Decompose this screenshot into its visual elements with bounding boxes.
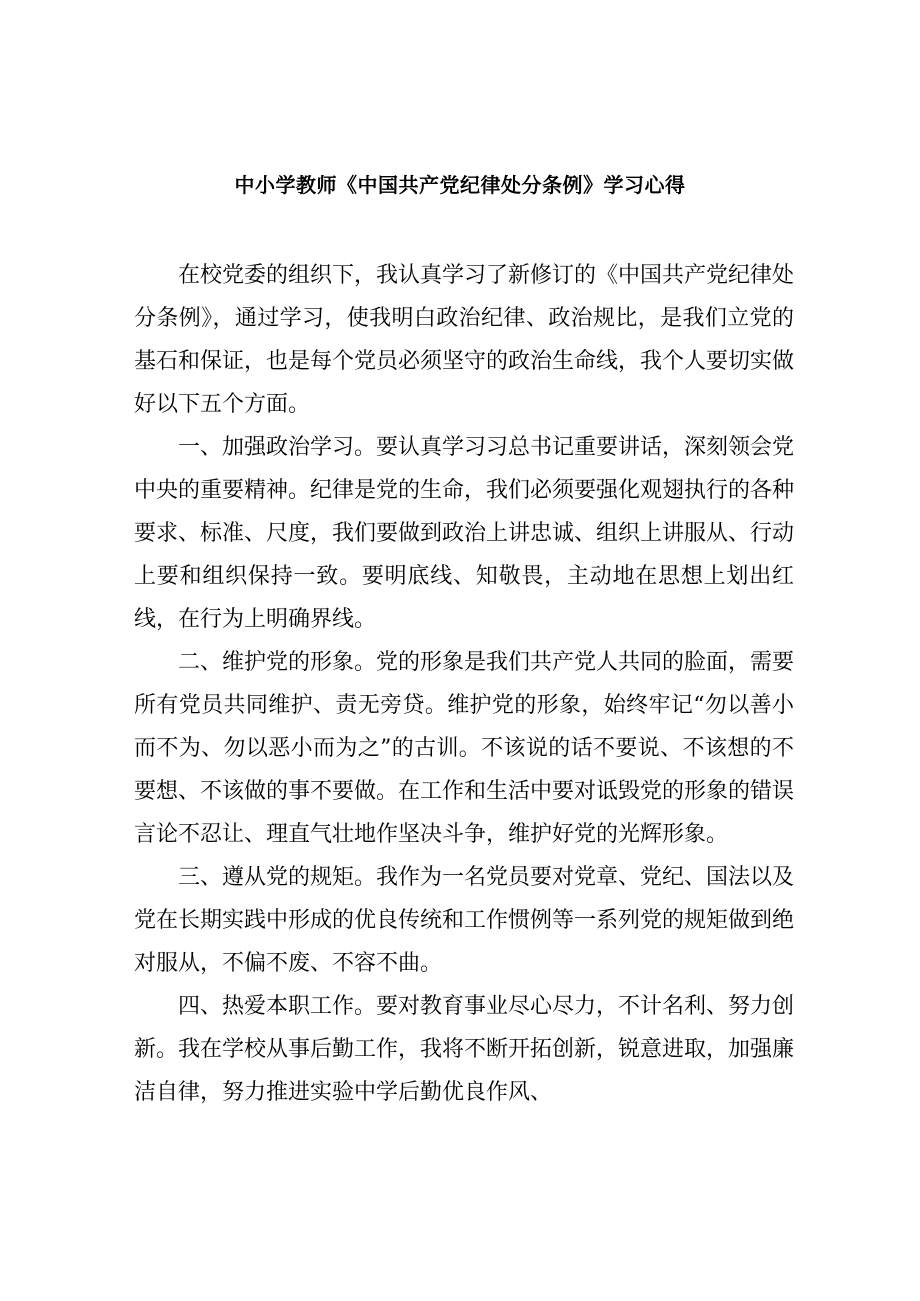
- paragraph-intro-text: 在校党委的组织下，我认真学习了新修订的《中国共产党纪律处分条例》，通过学习，使我明白政治纪律、政治规比，是我们立党的基石和保证，也是每个党员必须坚守的政治生命线，我个人要切实做好以下五个方面。: [134, 263, 795, 417]
- paragraph-point-3: [134, 856, 794, 985]
- paragraph-point-2: [134, 641, 794, 856]
- document-title: 中小学教师《中国共产党纪律处分条例》学习心得: [234, 173, 686, 197]
- paragraph-point-1: [134, 426, 794, 641]
- paragraph-intro: [134, 254, 794, 426]
- paragraph-point-1-text: 一、加强政治学习。要认真学习习总书记重要讲话，深刻领会党中央的重要精神。纪律是党的生命，我们必须要强化观翅执行的各种要求、标准、尺度，我们要做到政治上讲忠诚、组织上讲服从、行动上要和组织保持一致。要明底线、知敬畏，主动地在思想上划出红线，在行为上明确界线。: [134, 435, 795, 632]
- paragraph-point-4: [134, 985, 794, 1114]
- document-body: [134, 254, 794, 1114]
- paragraph-point-2-text: 二、维护党的形象。党的形象是我们共产党人共同的脸面，需要所有党员共同维护、责无旁贷。维护党的形象，始终牢记“勿以善小而不为、勿以恶小而为之”的古训。不该说的话不要说、不该想的不要想、不该做的事不要做。在工作和生活中要对诋毁党的形象的错误言论不忍让、理直气壮地作坚决斗争，维护好党的光辉形象。: [134, 650, 795, 847]
- paragraph-point-3-text: 三、遵从党的规矩。我作为一名党员要对党章、党纪、国法以及党在长期实践中形成的优良传统和工作惯例等一系列党的规矩做到绝对服从，不偏不废、不容不曲。: [134, 865, 795, 976]
- paragraph-point-4-text: 四、热爱本职工作。要对教育事业尽心尽力，不计名利、努力创新。我在学校从事后勤工作，我将不断开拓创新，锐意进取，加强廉洁自律，努力推进实验中学后勤优良作风、: [134, 994, 795, 1105]
